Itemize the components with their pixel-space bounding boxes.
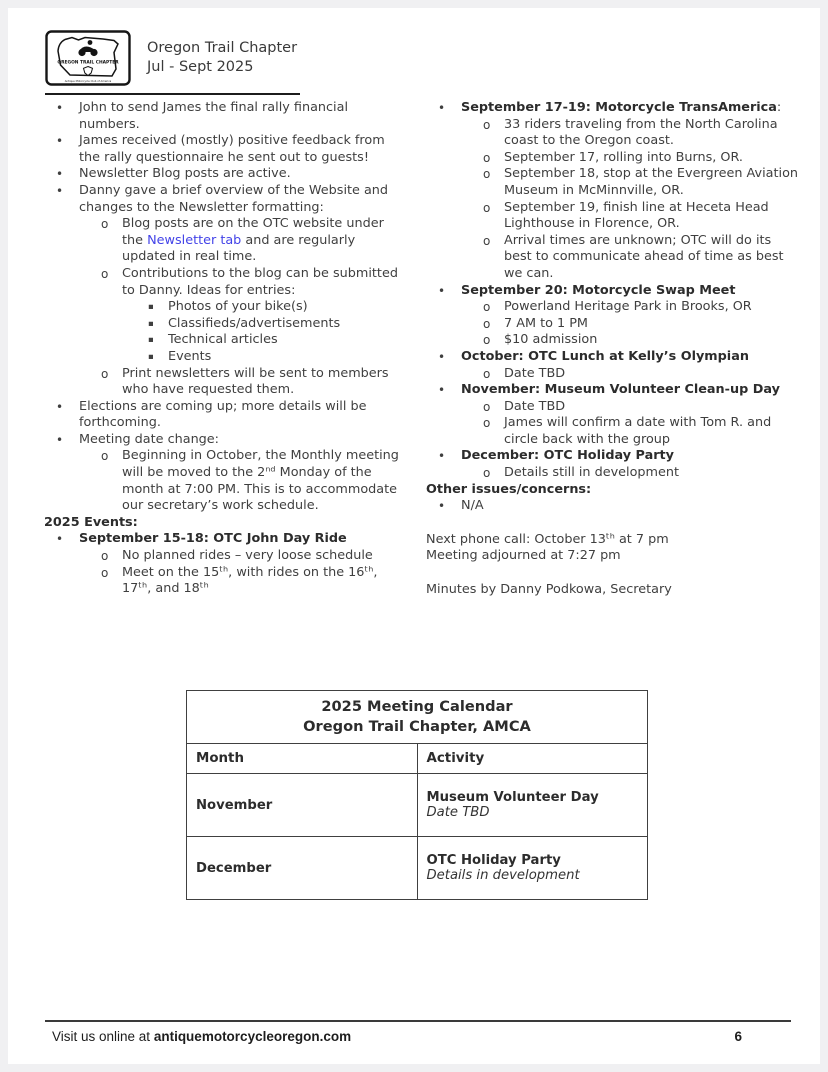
next-call-line: Next phone call: October 13ᵗʰ at 7 pm: [426, 531, 669, 547]
footer-divider: [45, 1020, 791, 1022]
events-heading: 2025 Events:: [44, 514, 138, 530]
circle-marker: o: [101, 217, 109, 232]
event-title-suffix: :: [776, 100, 782, 115]
link-post-text: and are regularly updated in real time.: [122, 232, 356, 265]
bullet-marker: •: [438, 101, 446, 115]
footer-prefix: Visit us online at: [52, 1029, 154, 1044]
circle-marker: o: [483, 300, 491, 315]
list-item: [44, 216, 406, 266]
list-item: • Danny gave a brief overview of the Website and changes to the Newsletter formatting:: [56, 182, 389, 215]
list-item: o Arrival times are unknown; OTC will do its best to communicate ahead of time as best we can.: [483, 232, 784, 281]
calendar-header-row: [187, 744, 648, 774]
list-item: o James will confirm a date with Tom R. and circle back with the group: [483, 415, 772, 447]
square-marker: ▪: [148, 351, 154, 362]
footer-text: [52, 1029, 351, 1044]
list-item: o September 17, rolling into Burns, OR.: [483, 149, 743, 165]
list-item: o Beginning in October, the Monthly meeting will be moved to the 2ⁿᵈ Monday of the month at 7:00 PM. This is to accommodate our secretary’s work schedule.: [101, 448, 399, 514]
list-item: o Date TBD: [483, 398, 566, 414]
meeting-calendar-table: [186, 690, 648, 900]
bullet-marker: •: [56, 532, 64, 547]
page-number: 6: [734, 1029, 742, 1044]
minutes-byline: Minutes by Danny Podkowa, Secretary: [426, 582, 672, 598]
calendar-title-line2: Oregon Trail Chapter, AMCA: [303, 718, 531, 735]
list-item: o Contributions to the blog can be submitted to Danny. Ideas for entries:: [101, 265, 398, 298]
column-header-activity: Activity: [417, 744, 648, 774]
calendar-title-line1: 2025 Meeting Calendar: [321, 698, 513, 715]
issue-period: Jul - Sept 2025: [147, 59, 254, 75]
bullet-marker: •: [56, 167, 64, 182]
circle-marker: o: [483, 167, 491, 182]
list-item: o 7 AM to 1 PM: [483, 315, 588, 331]
bullet-marker: •: [438, 349, 446, 364]
list-item: • September 15-18: OTC John Day Ride: [56, 531, 347, 547]
list-item: • Elections are coming up; more details will be forthcoming.: [56, 398, 367, 431]
adjourned-line: Meeting adjourned at 7:27 pm: [426, 548, 621, 564]
bullet-marker: •: [438, 283, 446, 298]
calendar-month: December: [187, 837, 418, 900]
list-item: • John to send James the final rally financial numbers.: [56, 100, 349, 132]
list-item: • October: OTC Lunch at Kelly’s Olympian: [438, 348, 749, 364]
circle-marker: o: [483, 233, 491, 248]
list-item: • James received (mostly) positive feedback from the rally questionnaire he sent out to guests!: [56, 133, 385, 165]
table-row: [187, 837, 648, 900]
right-column: [426, 100, 798, 599]
bullet-marker: •: [56, 134, 64, 149]
list-item: • Meeting date change:: [56, 431, 219, 447]
bullet-marker: •: [56, 399, 64, 414]
bullet-marker: •: [56, 432, 64, 447]
square-marker: ▪: [148, 335, 154, 346]
list-item: ▪ Photos of your bike(s): [148, 299, 308, 315]
chapter-name: Oregon Trail Chapter: [147, 40, 298, 56]
list-item: o September 18, stop at the Evergreen Aviation Museum in McMinnville, OR.: [483, 166, 799, 198]
chapter-logo: [45, 30, 131, 86]
circle-marker: o: [483, 416, 491, 431]
list-item: [426, 100, 798, 117]
square-marker: ▪: [148, 302, 154, 313]
bullet-marker: •: [438, 499, 446, 514]
table-row: [187, 774, 648, 837]
calendar-activity: Museum Volunteer Day: [426, 790, 599, 805]
logo-sub-text: Antique Motorcycle Club of America: [64, 80, 112, 83]
event-title: September 17-19: Motorcycle TransAmerica: [461, 100, 777, 115]
square-marker: ▪: [148, 318, 154, 329]
circle-marker: o: [483, 366, 491, 381]
document-page: [8, 8, 820, 1064]
circle-marker: o: [483, 466, 491, 481]
circle-marker: o: [101, 266, 109, 281]
circle-marker: o: [101, 366, 109, 381]
circle-marker: o: [483, 150, 491, 165]
bullet-marker: •: [438, 449, 446, 464]
list-item: ▪ Events: [148, 348, 212, 364]
list-item: o Date TBD: [483, 365, 566, 381]
list-item: • November: Museum Volunteer Clean-up Day: [438, 382, 780, 398]
calendar-activity-note: Details in development: [426, 868, 580, 883]
left-column: [44, 100, 406, 598]
list-item: o 33 riders traveling from the North Carolina coast to the Oregon coast.: [483, 116, 778, 149]
logo-arc-text: OREGON TRAIL CHAPTER: [57, 60, 119, 66]
list-item: o Details still in development: [483, 465, 680, 481]
list-item: • December: OTC Holiday Party: [438, 448, 674, 464]
calendar-month: November: [187, 774, 418, 837]
calendar-activity-note: Date TBD: [426, 805, 490, 820]
bullet-marker: •: [56, 101, 64, 115]
circle-marker: o: [483, 316, 491, 331]
calendar-title-row: [187, 691, 648, 744]
bullet-marker: •: [438, 383, 446, 398]
list-item: o Print newsletters will be sent to members who have requested them.: [101, 365, 389, 398]
calendar-activity: OTC Holiday Party: [426, 853, 561, 868]
list-item: o $10 admission: [483, 332, 598, 348]
link-pre-text: Blog posts are on the OTC website under the: [122, 216, 384, 248]
list-item: o Powerland Heritage Park in Brooks, OR: [483, 299, 752, 315]
list-item: ▪ Technical articles: [148, 332, 278, 348]
newsletter-tab-link[interactable]: Newsletter tab: [147, 232, 242, 248]
list-item: ▪ Classifieds/advertisements: [148, 315, 341, 331]
circle-marker: o: [483, 200, 491, 215]
list-item: o September 19, finish line at Heceta Head Lighthouse in Florence, OR.: [483, 199, 769, 232]
list-item: • Newsletter Blog posts are active.: [56, 166, 291, 182]
list-item: • September 20: Motorcycle Swap Meet: [438, 282, 736, 298]
circle-marker: o: [483, 399, 491, 414]
circle-marker: o: [483, 333, 491, 348]
list-item: • N/A: [438, 498, 484, 514]
list-item: o Meet on the 15ᵗʰ, with rides on the 16ᵗʰ, 17ᵗʰ, and 18ᵗʰ: [101, 564, 378, 597]
bullet-marker: •: [56, 183, 64, 198]
circle-marker: o: [483, 117, 491, 132]
list-item: o No planned rides – very loose schedule: [101, 548, 373, 564]
footer-website: antiquemotorcycleoregon.com: [153, 1029, 352, 1044]
circle-marker: o: [101, 549, 109, 564]
circle-marker: o: [101, 449, 109, 464]
header-title-block: [147, 39, 297, 77]
other-issues-heading: Other issues/concerns:: [426, 481, 592, 497]
header-divider: [45, 93, 300, 95]
column-header-month: Month: [187, 744, 418, 774]
circle-marker: o: [101, 565, 109, 580]
page-header: [45, 30, 297, 86]
